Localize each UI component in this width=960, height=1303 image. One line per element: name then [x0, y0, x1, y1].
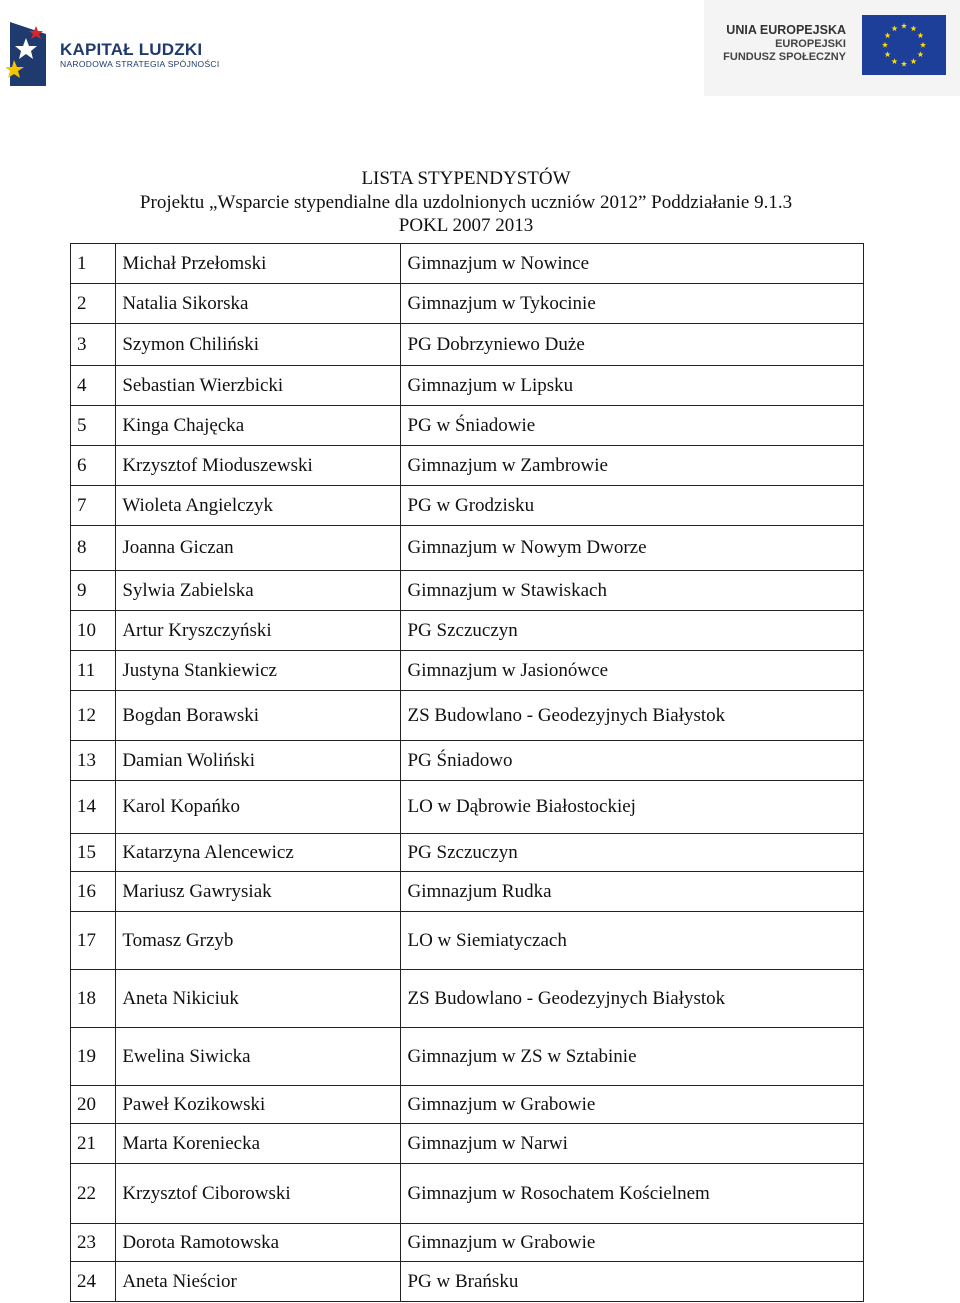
student-name: Damian Woliński — [116, 741, 401, 781]
eu-subtitle-line3: FUNDUSZ SPOŁECZNY — [723, 51, 846, 63]
student-name: Kinga Chajęcka — [116, 406, 401, 446]
scholarship-table-body — [71, 244, 864, 1302]
table-row — [71, 1224, 864, 1262]
student-school: PG w Brańsku — [401, 1262, 864, 1302]
student-number: 13 — [71, 741, 116, 781]
heading-project-line: Projektu „Wsparcie stypendialne dla uzdolnionych uczniów 2012” Poddziałanie 9.1.3 — [139, 191, 793, 213]
table-row — [71, 970, 864, 1028]
student-name: Marta Koreniecka — [116, 1124, 401, 1164]
student-name: Justyna Stankiewicz — [116, 651, 401, 691]
scholarship-table — [70, 243, 864, 1302]
student-number: 3 — [71, 324, 116, 366]
student-name: Wioleta Angielczyk — [116, 486, 401, 526]
student-school: Gimnazjum w Grabowie — [401, 1224, 864, 1262]
student-school: PG Szczuczyn — [401, 611, 864, 651]
student-number: 6 — [71, 446, 116, 486]
kapital-ludzki-title: KAPITAŁ LUDZKI — [60, 40, 203, 59]
table-row — [71, 781, 864, 834]
student-school: Gimnazjum w Rosochatem Kościelnem — [401, 1164, 864, 1224]
student-name: Tomasz Grzyb — [116, 912, 401, 970]
student-school: Gimnazjum w Tykocinie — [401, 284, 864, 324]
student-school: Gimnazjum w Jasionówce — [401, 651, 864, 691]
student-school: PG Szczuczyn — [401, 834, 864, 872]
student-name: Aneta Nieścior — [116, 1262, 401, 1302]
student-number: 8 — [71, 526, 116, 571]
table-row — [71, 741, 864, 781]
student-number: 14 — [71, 781, 116, 834]
student-school: PG Dobrzyniewo Duże — [401, 324, 864, 366]
eu-subtitle-line2: EUROPEJSKI — [775, 38, 846, 50]
student-number: 4 — [71, 366, 116, 406]
heading-program-line: POKL 2007 2013 — [398, 215, 534, 236]
table-row — [71, 571, 864, 611]
table-row — [71, 324, 864, 366]
student-name: Bogdan Borawski — [116, 691, 401, 741]
student-school: ZS Budowlano - Geodezyjnych Białystok — [401, 970, 864, 1028]
heading-title: LISTA STYPENDYSTÓW — [361, 168, 571, 189]
student-school: LO w Dąbrowie Białostockiej — [401, 781, 864, 834]
student-number: 7 — [71, 486, 116, 526]
student-number: 12 — [71, 691, 116, 741]
student-name: Michał Przełomski — [116, 244, 401, 284]
student-number: 10 — [71, 611, 116, 651]
student-school: Gimnazjum w Nowince — [401, 244, 864, 284]
table-row — [71, 284, 864, 324]
student-number: 21 — [71, 1124, 116, 1164]
student-name: Paweł Kozikowski — [116, 1086, 401, 1124]
eu-title: UNIA EUROPEJSKA — [726, 23, 846, 37]
student-school: PG w Śniadowie — [401, 406, 864, 446]
table-row — [71, 406, 864, 446]
student-name: Szymon Chiliński — [116, 324, 401, 366]
student-school: Gimnazjum w Stawiskach — [401, 571, 864, 611]
student-school: Gimnazjum w ZS w Sztabinie — [401, 1028, 864, 1086]
table-row — [71, 651, 864, 691]
kapital-ludzki-logo — [6, 20, 226, 90]
student-number: 2 — [71, 284, 116, 324]
student-number: 17 — [71, 912, 116, 970]
student-name: Joanna Giczan — [116, 526, 401, 571]
kapital-ludzki-emblem-icon — [6, 20, 52, 86]
student-number: 1 — [71, 244, 116, 284]
kapital-ludzki-text — [60, 40, 220, 70]
student-number: 9 — [71, 571, 116, 611]
student-school: PG w Grodzisku — [401, 486, 864, 526]
table-row — [71, 611, 864, 651]
student-school: Gimnazjum w Narwi — [401, 1124, 864, 1164]
student-number: 24 — [71, 1262, 116, 1302]
student-number: 16 — [71, 872, 116, 912]
table-row — [71, 1164, 864, 1224]
table-row — [71, 872, 864, 912]
student-name: Natalia Sikorska — [116, 284, 401, 324]
student-name: Krzysztof Ciborowski — [116, 1164, 401, 1224]
student-number: 18 — [71, 970, 116, 1028]
student-school: Gimnazjum w Lipsku — [401, 366, 864, 406]
student-school: Gimnazjum w Zambrowie — [401, 446, 864, 486]
student-number: 19 — [71, 1028, 116, 1086]
table-row — [71, 912, 864, 970]
table-row — [71, 486, 864, 526]
eu-logo-text — [723, 23, 846, 64]
table-row — [71, 691, 864, 741]
student-school: Gimnazjum Rudka — [401, 872, 864, 912]
student-name: Sylwia Zabielska — [116, 571, 401, 611]
table-row — [71, 1124, 864, 1164]
kapital-ludzki-subtitle: NARODOWA STRATEGIA SPÓJNOŚCI — [60, 59, 220, 69]
student-name: Mariusz Gawrysiak — [116, 872, 401, 912]
student-name: Aneta Nikiciuk — [116, 970, 401, 1028]
student-name: Katarzyna Alencewicz — [116, 834, 401, 872]
student-school: LO w Siemiatyczach — [401, 912, 864, 970]
student-number: 5 — [71, 406, 116, 446]
table-row — [71, 244, 864, 284]
table-row — [71, 366, 864, 406]
document-heading — [0, 167, 932, 238]
table-row — [71, 1028, 864, 1086]
eu-flag-icon — [862, 15, 946, 75]
table-row — [71, 1262, 864, 1302]
table-row — [71, 446, 864, 486]
student-name: Krzysztof Mioduszewski — [116, 446, 401, 486]
table-row — [71, 526, 864, 571]
student-school: PG Śniadowo — [401, 741, 864, 781]
student-name: Sebastian Wierzbicki — [116, 366, 401, 406]
student-number: 11 — [71, 651, 116, 691]
student-name: Karol Kopańko — [116, 781, 401, 834]
eu-logo — [704, 0, 960, 96]
student-school: Gimnazjum w Nowym Dworze — [401, 526, 864, 571]
student-number: 20 — [71, 1086, 116, 1124]
student-number: 23 — [71, 1224, 116, 1262]
student-name: Ewelina Siwicka — [116, 1028, 401, 1086]
student-name: Artur Kryszczyński — [116, 611, 401, 651]
table-row — [71, 1086, 864, 1124]
student-school: Gimnazjum w Grabowie — [401, 1086, 864, 1124]
student-school: ZS Budowlano - Geodezyjnych Białystok — [401, 691, 864, 741]
table-row — [71, 834, 864, 872]
student-name: Dorota Ramotowska — [116, 1224, 401, 1262]
student-number: 15 — [71, 834, 116, 872]
student-number: 22 — [71, 1164, 116, 1224]
